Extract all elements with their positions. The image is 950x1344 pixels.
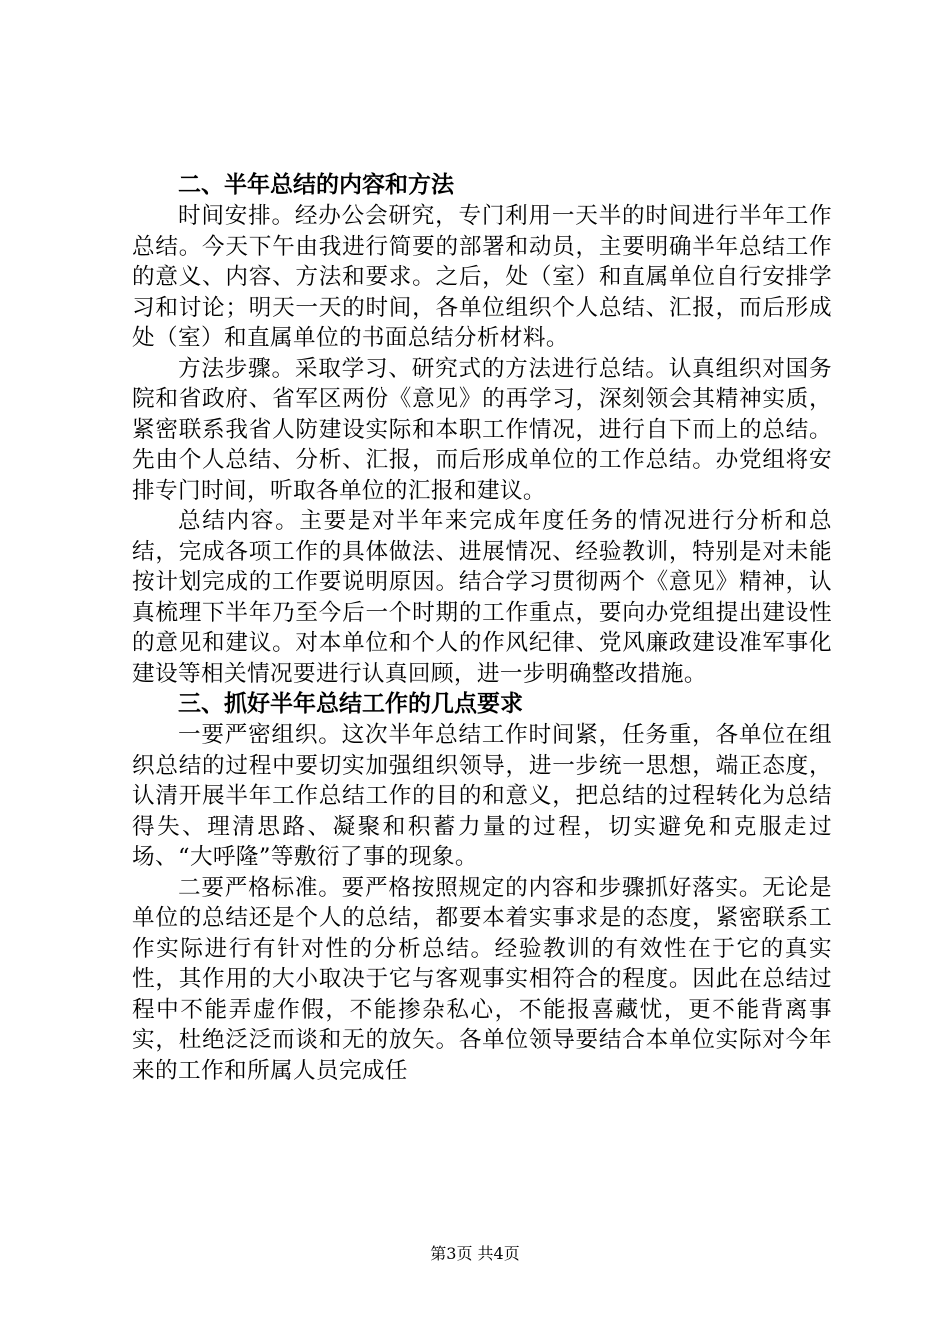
paragraph-method-steps: 方法步骤。采取学习、研究式的方法进行总结。认真组织对国务院和省政府、省军区两份《意见》的再学习，深刻领会其精神实质，紧密联系我省人防建设实际和本职工作情况，进行自下而上的总结。先由个人总结、分析、汇报，而后形成单位的工作总结。办党组将安排专门时间，听取各单位的汇报和建议。: [132, 355, 832, 504]
section-heading-requirements: 三、抓好半年总结工作的几点要求: [178, 691, 523, 717]
paragraph-strict-standards: 二要严格标准。要严格按照规定的内容和步骤抓好落实。无论是单位的总结还是个人的总结，都要本着实事求是的态度，紧密联系工作实际进行有针对性的分析总结。经验教训的有效性在于它的真实性，其作用的大小取决于它与客观事实相符合的程度。因此在总结过程中不能弄虚作假，不能掺杂私心，不能报喜藏忧，更不能背离事实，杜绝泛泛而谈和无的放矢。各单位领导要结合本单位实际对今年来的工作和所属人员完成任: [132, 874, 832, 1084]
page-number-footer: 第3页 共4页: [430, 1244, 520, 1263]
paragraph-time-arrangement: 时间安排。经办公会研究，专门利用一天半的时间进行半年工作总结。今天下午由我进行简要的部署和动员，主要明确半年总结工作的意义、内容、方法和要求。之后，处（室）和直属单位自行安排学习和讨论；明天一天的时间，各单位组织个人总结、汇报，而后形成处（室）和直属单位的书面总结分析材料。: [132, 203, 832, 351]
section-heading-content-and-method: 二、半年总结的内容和方法: [178, 172, 454, 198]
paragraph-summary-content: 总结内容。主要是对半年来完成年度任务的情况进行分析和总结，完成各项工作的具体做法、进展情况、经验教训，特别是对未能按计划完成的工作要说明原因。结合学习贯彻两个《意见》精神，认真梳理下半年乃至今后一个时期的工作重点，要向办党组提出建设性的意见和建议。对本单位和个人的作风纪律、党风廉政建设准军事化建设等相关情况要进行认真回顾，进一步明确整改措施。: [132, 508, 832, 687]
paragraph-strict-organization: 一要严密组织。这次半年总结工作时间紧，任务重，各单位在组织总结的过程中要切实加强组织领导，进一步统一思想，端正态度，认清开展半年工作总结工作的目的和意义，把总结的过程转化为总结得失、理清思路、凝聚和积蓄力量的过程，切实避免和克服走过场、“大呼隆”等敷衍了事的现象。: [132, 722, 832, 870]
document-body: [132, 170, 832, 1086]
